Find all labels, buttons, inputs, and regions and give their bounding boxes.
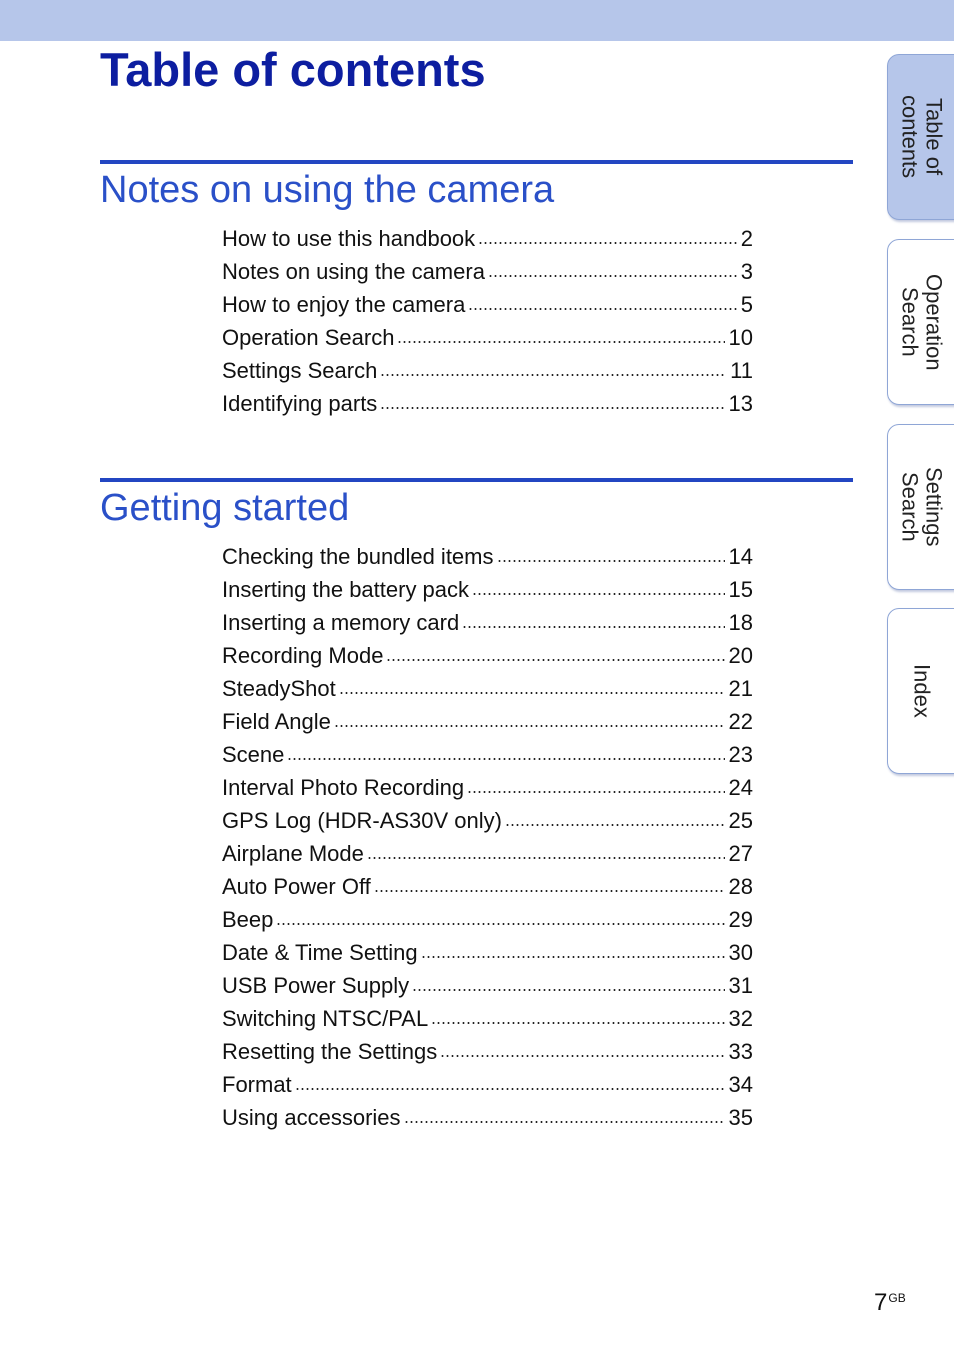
toc-entry-title: Checking the bundled items (222, 544, 494, 569)
toc-entry-title: Switching NTSC/PAL (222, 1006, 429, 1031)
toc-leader-dots (386, 659, 724, 661)
toc-leader-dots (380, 407, 724, 409)
header-band (0, 0, 954, 41)
page-number-suffix: GB (888, 1291, 906, 1305)
toc-leader-dots (488, 275, 737, 277)
toc-leader-dots (295, 1088, 725, 1090)
toc-entry-title: Using accessories (222, 1105, 401, 1130)
toc-list-notes (222, 222, 753, 420)
toc-entry-page: 15 (728, 577, 753, 602)
toc-entry-page: 5 (740, 292, 753, 317)
tab-label: Operation Search (897, 273, 947, 371)
toc-leader-dots (404, 1121, 725, 1123)
toc-entry[interactable] (222, 771, 753, 804)
toc-entry-title: Interval Photo Recording (222, 775, 465, 800)
toc-entry-title: How to use this handbook (222, 226, 476, 251)
toc-leader-dots (472, 593, 724, 595)
toc-entry[interactable] (222, 1101, 753, 1134)
toc-leader-dots (334, 725, 725, 727)
toc-entry-title: Scene (222, 742, 285, 767)
toc-entry-title: USB Power Supply (222, 973, 410, 998)
page-number (874, 1289, 906, 1317)
toc-entry[interactable] (222, 288, 753, 321)
toc-entry[interactable] (222, 903, 753, 936)
toc-entry-title: Auto Power Off (222, 874, 371, 899)
toc-entry[interactable] (222, 738, 753, 771)
toc-entry-page: 28 (728, 874, 753, 899)
toc-entry[interactable] (222, 969, 753, 1002)
toc-entry-title: How to enjoy the camera (222, 292, 466, 317)
toc-entry[interactable] (222, 804, 753, 837)
toc-entry-page: 30 (728, 940, 753, 965)
toc-entry-title: Resetting the Settings (222, 1039, 438, 1064)
toc-entry-page: 29 (728, 907, 753, 932)
toc-leader-dots (478, 242, 737, 244)
toc-leader-dots (380, 374, 726, 376)
toc-entry[interactable] (222, 354, 753, 387)
toc-entry[interactable] (222, 1068, 753, 1101)
toc-entry[interactable] (222, 936, 753, 969)
toc-entry[interactable] (222, 540, 753, 573)
toc-leader-dots (505, 824, 725, 826)
toc-entry-page: 10 (728, 325, 753, 350)
toc-leader-dots (462, 626, 724, 628)
toc-entry-page: 2 (740, 226, 753, 251)
toc-entry-page: 18 (728, 610, 753, 635)
toc-entry-page: 11 (730, 358, 753, 383)
section-rule (100, 160, 853, 164)
section-heading: Getting started (100, 487, 350, 529)
tab-table-of-contents[interactable] (887, 54, 954, 220)
toc-entry-page: 23 (728, 742, 753, 767)
toc-entry-title: Identifying parts (222, 391, 378, 416)
toc-entry-page: 27 (728, 841, 753, 866)
toc-leader-dots (412, 989, 724, 991)
toc-leader-dots (440, 1055, 724, 1057)
page-number-value: 7 (874, 1289, 888, 1316)
toc-entry[interactable] (222, 705, 753, 738)
toc-entry-page: 25 (728, 808, 753, 833)
toc-leader-dots (397, 341, 724, 343)
toc-entry-page: 20 (728, 643, 753, 668)
tab-label: Index (909, 664, 935, 718)
toc-entry[interactable] (222, 573, 753, 606)
toc-leader-dots (374, 890, 725, 892)
toc-entry-page: 35 (728, 1105, 753, 1130)
section-rule (100, 478, 853, 482)
toc-entry-title: Field Angle (222, 709, 331, 734)
toc-leader-dots (287, 758, 724, 760)
toc-entry-page: 32 (728, 1006, 753, 1031)
tab-label: Settings Search (897, 467, 947, 547)
toc-entry-title: Operation Search (222, 325, 395, 350)
toc-entry[interactable] (222, 639, 753, 672)
toc-entry-title: Format (222, 1072, 292, 1097)
toc-entry-title: GPS Log (HDR-AS30V only) (222, 808, 502, 833)
page-title: Table of contents (100, 43, 486, 96)
toc-leader-dots (467, 791, 724, 793)
toc-leader-dots (276, 923, 724, 925)
toc-leader-dots (421, 956, 725, 958)
toc-entry-title: Notes on using the camera (222, 259, 485, 284)
toc-entry-page: 33 (728, 1039, 753, 1064)
toc-leader-dots (339, 692, 725, 694)
toc-entry-page: 21 (728, 676, 753, 701)
toc-entry-page: 31 (728, 973, 753, 998)
toc-entry-page: 22 (728, 709, 753, 734)
toc-entry[interactable] (222, 672, 753, 705)
toc-entry-title: Beep (222, 907, 274, 932)
tab-index[interactable] (887, 608, 954, 774)
tab-settings-search[interactable] (887, 424, 954, 590)
toc-leader-dots (367, 857, 725, 859)
toc-entry-title: Inserting a memory card (222, 610, 460, 635)
toc-entry-title: Airplane Mode (222, 841, 364, 866)
toc-entry-page: 24 (728, 775, 753, 800)
toc-entry[interactable] (222, 387, 753, 420)
toc-entry[interactable] (222, 837, 753, 870)
toc-entry[interactable] (222, 870, 753, 903)
toc-entry[interactable] (222, 606, 753, 639)
toc-entry[interactable] (222, 1002, 753, 1035)
toc-leader-dots (497, 560, 725, 562)
section-heading: Notes on using the camera (100, 169, 555, 211)
toc-leader-dots (431, 1022, 724, 1024)
toc-entry[interactable] (222, 255, 753, 288)
section-notes (100, 160, 853, 212)
toc-entry-page: 34 (728, 1072, 753, 1097)
toc-entry-title: SteadyShot (222, 676, 336, 701)
toc-entry-title: Date & Time Setting (222, 940, 418, 965)
toc-entry[interactable] (222, 222, 753, 255)
toc-entry-page: 13 (728, 391, 753, 416)
toc-entry[interactable] (222, 1035, 753, 1068)
toc-entry-page: 3 (740, 259, 753, 284)
toc-entry-page: 14 (728, 544, 753, 569)
toc-entry[interactable] (222, 321, 753, 354)
tab-operation-search[interactable] (887, 239, 954, 405)
toc-leader-dots (468, 308, 736, 310)
toc-entry-title: Inserting the battery pack (222, 577, 470, 602)
toc-entry-title: Settings Search (222, 358, 378, 383)
toc-list-getting-started (222, 540, 753, 1134)
tab-label: Table of contents (897, 95, 947, 179)
toc-entry-title: Recording Mode (222, 643, 384, 668)
section-getting-started (100, 478, 853, 530)
